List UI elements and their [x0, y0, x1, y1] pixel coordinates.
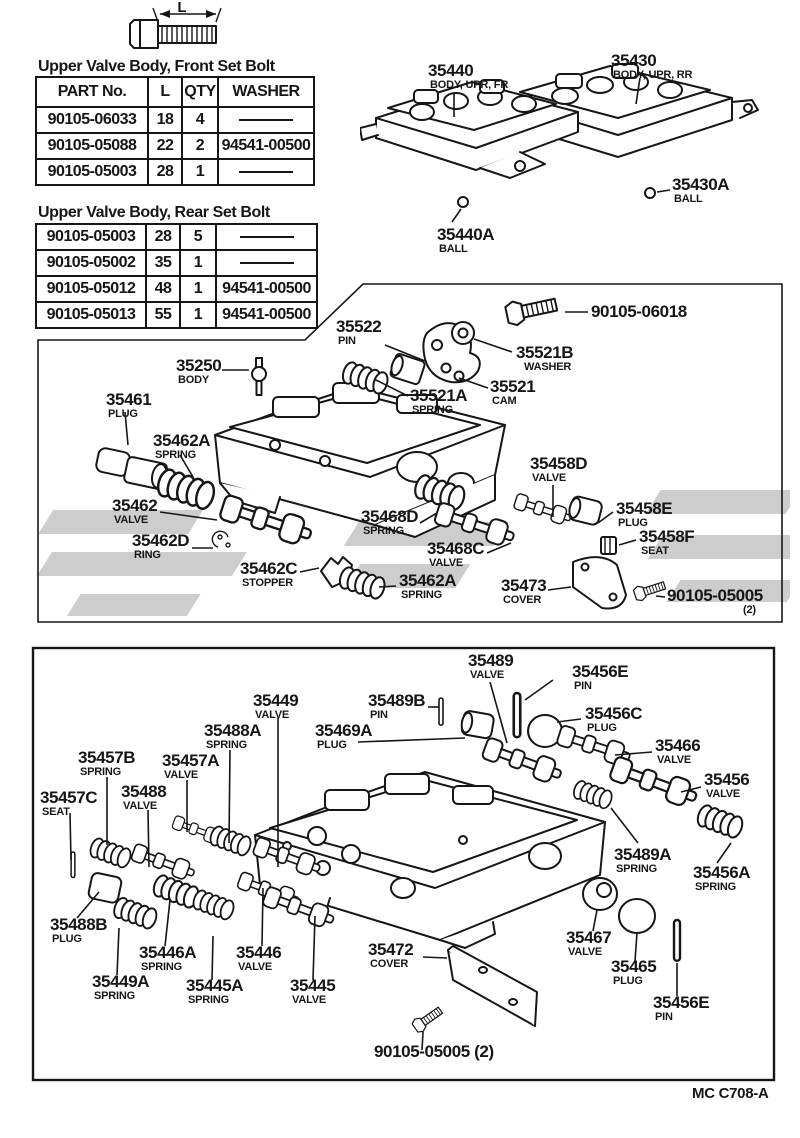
cover-35472-drawing — [448, 946, 537, 1026]
part-number: 35522 — [336, 317, 382, 336]
front-set-bolt-table — [35, 76, 315, 186]
part-number: 35458D — [530, 454, 588, 473]
table-cell: 35 — [146, 250, 180, 276]
bolt-90105-05005-bottom-drawing — [411, 1004, 445, 1034]
part-description: PLUG — [52, 933, 82, 945]
part-description: (2) — [743, 604, 756, 616]
part-description: BALL — [674, 193, 703, 205]
part-description: SPRING — [94, 990, 135, 1002]
part-description: SPRING — [188, 994, 229, 1006]
part-number: 35521B — [516, 343, 574, 362]
table-header-row — [36, 77, 314, 107]
part-description: VALVE — [532, 472, 567, 484]
plug-35465-drawing — [619, 899, 655, 933]
part-number: 35462C — [240, 559, 298, 578]
no-washer-dash — [239, 119, 293, 121]
part-description: SPRING — [401, 589, 442, 601]
bolt-90105-06018-drawing — [505, 293, 559, 327]
part-number: 35456C — [585, 704, 643, 723]
part-description: SEAT — [641, 545, 669, 557]
part-number: 90105-06018 — [591, 302, 687, 321]
part-description: PLUG — [317, 739, 347, 751]
part-description: CAM — [492, 395, 517, 407]
part-number: 35457A — [162, 751, 220, 770]
seat-35458f-drawing — [601, 537, 616, 554]
pin-35489b-drawing — [439, 698, 443, 725]
washer-35521b-drawing — [452, 322, 474, 344]
part-number: 35489 — [468, 651, 514, 670]
table-cell: 48 — [146, 276, 180, 302]
ball-35430a-drawing — [645, 188, 655, 198]
part-description: PLUG — [587, 722, 617, 734]
part-number: 35456 — [704, 770, 750, 789]
part-number: 35250 — [176, 356, 222, 375]
part-number: 35489A — [614, 845, 672, 864]
table-cell: 1 — [180, 302, 216, 328]
table-cell: 5 — [180, 224, 216, 250]
part-number: 35430A — [672, 175, 730, 194]
table-row — [36, 107, 314, 133]
bolt-length-label: L — [177, 0, 187, 16]
table-cell — [218, 107, 314, 133]
part-description: COVER — [503, 594, 542, 606]
upper-valve-bodies-artwork — [360, 40, 800, 275]
part-number: 35445A — [186, 976, 244, 995]
valve-35456-drawing — [608, 755, 700, 810]
table-cell — [216, 250, 317, 276]
part-number: 35446 — [236, 943, 282, 962]
part-number: 35458E — [616, 499, 673, 518]
rear-table-title: Upper Valve Body, Rear Set Bolt — [38, 204, 270, 221]
table-cell — [216, 224, 317, 250]
front-table-title: Upper Valve Body, Front Set Bolt — [38, 58, 275, 75]
pin-35456e-top-drawing — [514, 693, 521, 737]
part-description: BODY, UPR, RR — [613, 69, 693, 81]
part-description: VALVE — [114, 514, 149, 526]
part-number: 35521 — [490, 377, 536, 396]
plug-35469a-drawing — [460, 710, 495, 739]
part-description: SPRING — [616, 863, 657, 875]
part-description: VALVE — [429, 557, 464, 569]
part-description: COVER — [370, 958, 409, 970]
drawing-code: MC C708-A — [692, 1085, 769, 1102]
no-washer-dash — [239, 171, 293, 173]
part-description: VALVE — [164, 769, 199, 781]
part-description: SPRING — [155, 449, 196, 461]
table-cell: 90105-05003 — [36, 224, 146, 250]
part-description: BALL — [439, 243, 468, 255]
valve-35458d-drawing — [513, 492, 573, 526]
body-35250-drawing — [252, 358, 266, 395]
part-description: SPRING — [206, 739, 247, 751]
part-number: 35468D — [361, 507, 419, 526]
table-row — [36, 250, 317, 276]
part-description: VALVE — [238, 961, 273, 973]
spring-35457b-drawing — [88, 837, 133, 869]
table-cell: 18 — [148, 107, 182, 133]
column-header: WASHER — [218, 77, 314, 107]
column-header: PART No. — [36, 77, 148, 107]
table-cell: 1 — [180, 250, 216, 276]
part-description: SPRING — [80, 766, 121, 778]
part-number: 35456A — [693, 863, 751, 882]
table-cell: 90105-06033 — [36, 107, 148, 133]
part-number: 35440A — [437, 225, 495, 244]
part-description: VALVE — [568, 946, 603, 958]
part-number: 35449A — [92, 972, 150, 991]
part-number: 35462 — [112, 496, 158, 515]
table-cell: 55 — [146, 302, 180, 328]
part-number: 35488 — [121, 782, 167, 801]
part-number: 35488A — [204, 721, 262, 740]
table-cell: 94541-00500 — [218, 133, 314, 159]
part-description: STOPPER — [242, 577, 293, 589]
part-description: PIN — [574, 680, 592, 692]
part-number: 90105-05005 — [667, 586, 763, 605]
cover-35473-drawing — [573, 557, 626, 608]
spring-35456a-drawing — [695, 803, 745, 839]
ring-35462d-drawing — [212, 531, 230, 547]
part-description: VALVE — [123, 800, 158, 812]
part-number: 35462A — [153, 431, 211, 450]
table-cell: 22 — [148, 133, 182, 159]
part-description: VALVE — [657, 754, 692, 766]
part-description: RING — [134, 549, 161, 561]
ball-35440a-drawing — [458, 197, 468, 207]
part-number: 35461 — [106, 390, 152, 409]
column-header: QTY — [182, 77, 218, 107]
middle-exploded-box-artwork — [25, 275, 790, 645]
part-number: 35521A — [410, 386, 468, 405]
bolt-90105-05005-middle-drawing — [633, 578, 667, 602]
table-cell: 1 — [182, 159, 218, 185]
part-description: SPRING — [141, 961, 182, 973]
table-cell — [218, 159, 314, 185]
part-description: BODY, UPR, FR — [430, 79, 509, 91]
part-number: 35469A — [315, 721, 373, 740]
pin-35522-drawing — [389, 353, 426, 385]
part-description: PLUG — [618, 517, 648, 529]
part-number: 35462D — [132, 531, 190, 550]
part-description: PLUG — [613, 975, 643, 987]
table-cell: 90105-05003 — [36, 159, 148, 185]
part-number: 35430 — [611, 51, 657, 70]
table-cell: 94541-00500 — [216, 276, 317, 302]
part-number: 35473 — [501, 576, 547, 595]
table-cell: 4 — [182, 107, 218, 133]
table-cell: 90105-05088 — [36, 133, 148, 159]
part-number: 35467 — [566, 928, 612, 947]
no-washer-dash — [240, 262, 294, 264]
bottom-exploded-box-artwork — [25, 640, 790, 1095]
part-description: SPRING — [363, 525, 404, 537]
part-number: 35465 — [611, 957, 657, 976]
part-number: 90105-05005 (2) — [374, 1042, 494, 1061]
table-row — [36, 133, 314, 159]
part-description: PLUG — [108, 408, 138, 420]
table-cell: 90105-05002 — [36, 250, 146, 276]
part-number: 35489B — [368, 691, 426, 710]
part-description: SPRING — [412, 404, 453, 416]
part-description: PIN — [655, 1011, 673, 1023]
part-description: PIN — [338, 335, 356, 347]
table-cell: 90105-05012 — [36, 276, 146, 302]
table-cell: 1 — [180, 276, 216, 302]
part-description: PIN — [370, 709, 388, 721]
part-description: SPRING — [695, 881, 736, 893]
part-number: 35449 — [253, 691, 299, 710]
spring-35488a-drawing — [208, 825, 253, 857]
part-number: 35468C — [427, 539, 485, 558]
part-number: 35440 — [428, 61, 474, 80]
table-cell: 90105-05013 — [36, 302, 146, 328]
valve-35467-drawing — [583, 878, 617, 910]
part-number: 35446A — [139, 943, 197, 962]
spring-35489a-drawing — [572, 779, 614, 810]
spring-35462a-front-drawing — [155, 467, 217, 511]
column-header: L — [148, 77, 182, 107]
table-cell: 28 — [146, 224, 180, 250]
table-row — [36, 159, 314, 185]
part-description: VALVE — [292, 994, 327, 1006]
part-description: BODY — [178, 374, 209, 386]
table-cell: 2 — [182, 133, 218, 159]
plug-35458e-drawing — [567, 495, 603, 526]
part-number: 35445 — [290, 976, 336, 995]
part-description: VALVE — [470, 669, 505, 681]
part-number: 35466 — [655, 736, 701, 755]
part-number: 35472 — [368, 940, 414, 959]
part-number: 35458F — [639, 527, 695, 546]
table-cell: 94541-00500 — [216, 302, 317, 328]
pin-35456e-bottom-drawing — [674, 920, 680, 961]
part-description: SEAT — [42, 806, 70, 818]
part-description: WASHER — [524, 361, 572, 373]
part-number: 35488B — [50, 915, 108, 934]
part-number: 35457C — [40, 788, 98, 807]
no-washer-dash — [240, 236, 294, 238]
spring-35445a-drawing — [191, 889, 236, 921]
part-number: 35456E — [653, 993, 710, 1012]
part-description: VALVE — [706, 788, 741, 800]
bolt-length-legend-icon — [120, 0, 240, 56]
table-row — [36, 224, 317, 250]
part-description: VALVE — [255, 709, 290, 721]
table-cell: 28 — [148, 159, 182, 185]
part-number: 35462A — [399, 571, 457, 590]
part-number: 35457B — [78, 748, 136, 767]
part-number: 35456E — [572, 662, 629, 681]
spring-35449a-drawing — [112, 896, 159, 930]
